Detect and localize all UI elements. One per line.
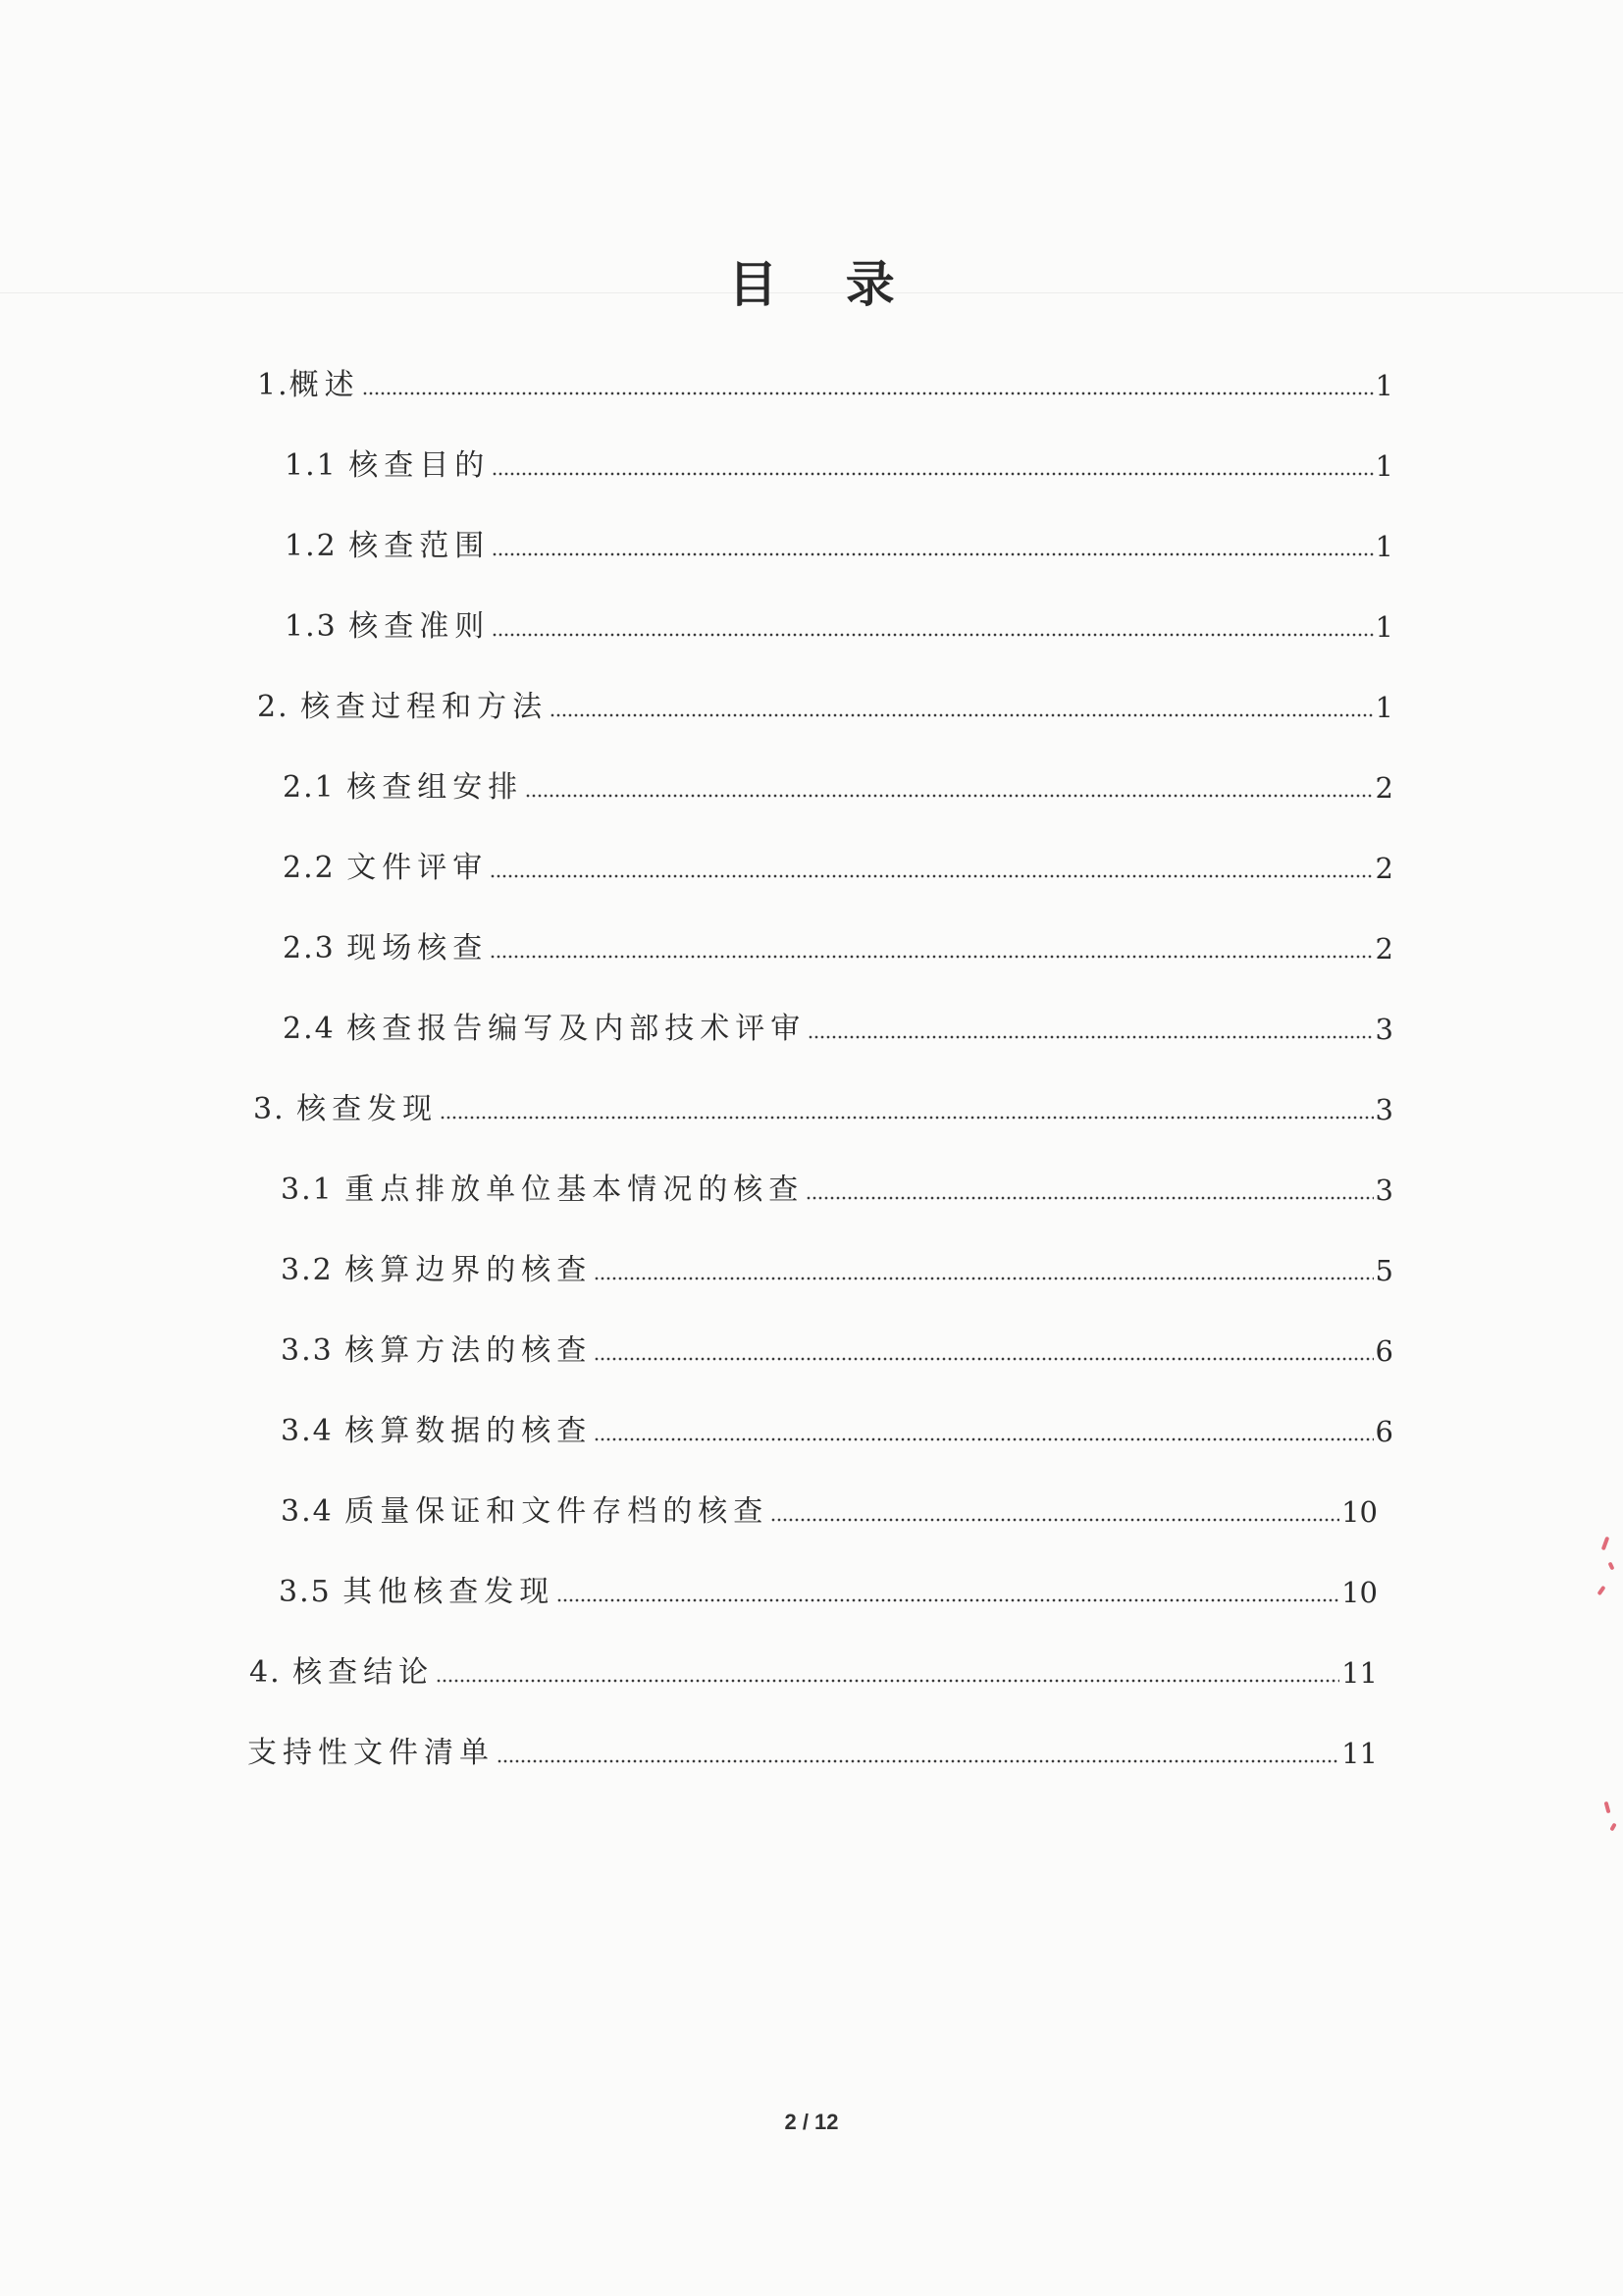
toc-entry[interactable]: [279, 1567, 1378, 1612]
toc-entry-number: 3.4: [281, 1494, 345, 1529]
toc-entry-page: 2: [1375, 852, 1393, 885]
toc-entry-number: 2.2: [283, 851, 347, 885]
toc-entry-page: 3: [1375, 1174, 1393, 1207]
toc-entry-number: 4.: [249, 1655, 293, 1690]
dot-leader: [497, 1758, 1339, 1764]
dot-leader: [594, 1276, 1373, 1281]
toc-entry-title: 其他核查发现: [342, 1575, 555, 1609]
toc-entry[interactable]: [283, 1004, 1393, 1049]
dot-leader: [440, 1115, 1373, 1121]
dot-leader: [490, 954, 1373, 960]
seal-fragment: [1601, 1537, 1610, 1551]
dot-leader: [594, 1356, 1373, 1362]
toc-entry-number: 3.4: [281, 1414, 345, 1448]
toc-entry-title: 核算数据的核查: [344, 1414, 593, 1448]
toc-entry-title: 现场核查: [346, 931, 489, 965]
toc-entry-title: 核查结论: [292, 1655, 435, 1690]
dot-leader: [594, 1436, 1373, 1442]
toc-entry[interactable]: [283, 762, 1393, 808]
seal-fragment: [1607, 1562, 1614, 1571]
toc-entry-title: 概述: [288, 368, 360, 402]
toc-entry-page: 6: [1375, 1415, 1393, 1448]
toc-entry[interactable]: [283, 843, 1393, 888]
toc-entry-number: 2.1: [283, 770, 347, 805]
dot-leader: [806, 1195, 1373, 1201]
seal-fragment: [1604, 1801, 1611, 1814]
toc-entry[interactable]: [257, 360, 1393, 405]
toc-entry[interactable]: [285, 521, 1393, 566]
dot-leader: [362, 391, 1374, 396]
toc-entry-number: 3.: [253, 1092, 297, 1126]
toc-heading: 目 录: [728, 255, 920, 313]
toc-entry-title: 核算方法的核查: [344, 1333, 593, 1368]
dot-leader: [556, 1597, 1339, 1603]
toc-entry-page: 11: [1341, 1656, 1378, 1690]
toc-entry-page: 1: [1375, 449, 1393, 483]
toc-entry-title: 核查准则: [348, 609, 491, 644]
toc-entry[interactable]: [281, 1165, 1393, 1210]
toc-entry[interactable]: [281, 1487, 1378, 1532]
dot-leader: [550, 712, 1373, 718]
toc-entry-title: 核查范围: [348, 529, 491, 563]
toc-entry-title: 核查过程和方法: [300, 690, 549, 724]
toc-entry[interactable]: [257, 682, 1393, 727]
toc-entry-number: 2.: [257, 690, 301, 724]
toc-entry[interactable]: [285, 601, 1393, 647]
toc-entry-page: 1: [1375, 610, 1393, 644]
toc-entry-number: 1.: [257, 368, 289, 402]
toc-entry[interactable]: [281, 1326, 1393, 1371]
seal-fragment: [1609, 1823, 1616, 1832]
toc-entry[interactable]: [283, 923, 1393, 968]
dot-leader: [436, 1678, 1339, 1684]
toc-entry-page: 5: [1375, 1254, 1393, 1287]
page-indicator: 2 / 12: [784, 2110, 839, 2134]
dot-leader: [525, 793, 1373, 799]
toc-entry-number: 1.3: [285, 609, 349, 644]
toc-entry-page: 3: [1375, 1013, 1393, 1046]
toc-entry-page: 10: [1341, 1576, 1378, 1609]
toc-entry-page: 3: [1375, 1093, 1393, 1126]
toc-entry-title: 核查组安排: [346, 770, 524, 805]
toc-entry-title: 质量保证和文件存档的核查: [344, 1494, 769, 1529]
toc-entry-page: 1: [1375, 691, 1393, 724]
toc-entry-page: 2: [1375, 932, 1393, 965]
toc-entry[interactable]: [285, 441, 1393, 486]
toc-entry-number: 3.5: [279, 1575, 343, 1609]
dot-leader: [492, 471, 1373, 477]
toc-entry-number: 2.3: [283, 931, 347, 965]
toc-entry[interactable]: [253, 1084, 1393, 1129]
toc-entry-title: 文件评审: [346, 851, 489, 885]
dot-leader: [490, 873, 1373, 879]
toc-entry-title: 核查报告编写及内部技术评审: [346, 1012, 807, 1046]
toc-entry[interactable]: [281, 1406, 1393, 1451]
toc-entry-page: 2: [1375, 771, 1393, 805]
toc-entry-title: 支持性文件清单: [247, 1736, 495, 1770]
toc-entry-number: 3.1: [281, 1173, 345, 1207]
toc-entry-title: 核算边界的核查: [344, 1253, 593, 1287]
seal-fragment: [1597, 1586, 1605, 1595]
toc-entry-number: 2.4: [283, 1012, 347, 1046]
toc-entry-number: 1.2: [285, 529, 349, 563]
toc-entry-title: 重点排放单位基本情况的核查: [344, 1173, 805, 1207]
dot-leader: [492, 551, 1373, 557]
toc-entry-number: 1.1: [285, 448, 349, 483]
toc-entry-page: 11: [1341, 1737, 1378, 1770]
dot-leader: [492, 632, 1373, 638]
dot-leader: [770, 1517, 1339, 1523]
toc-entry-number: 3.2: [281, 1253, 345, 1287]
toc-entry-page: 1: [1375, 530, 1393, 563]
toc-entry[interactable]: [249, 1647, 1378, 1693]
toc-entry-number: 3.3: [281, 1333, 345, 1368]
toc-entry-title: 核查目的: [348, 448, 491, 483]
toc-entry-title: 核查发现: [296, 1092, 439, 1126]
dot-leader: [808, 1034, 1373, 1040]
toc-entry-page: 6: [1375, 1334, 1393, 1368]
toc-entry-page: 10: [1341, 1495, 1378, 1529]
toc-entry[interactable]: [281, 1245, 1393, 1290]
toc-entry[interactable]: [247, 1728, 1378, 1773]
toc-entry-page: 1: [1375, 369, 1393, 402]
